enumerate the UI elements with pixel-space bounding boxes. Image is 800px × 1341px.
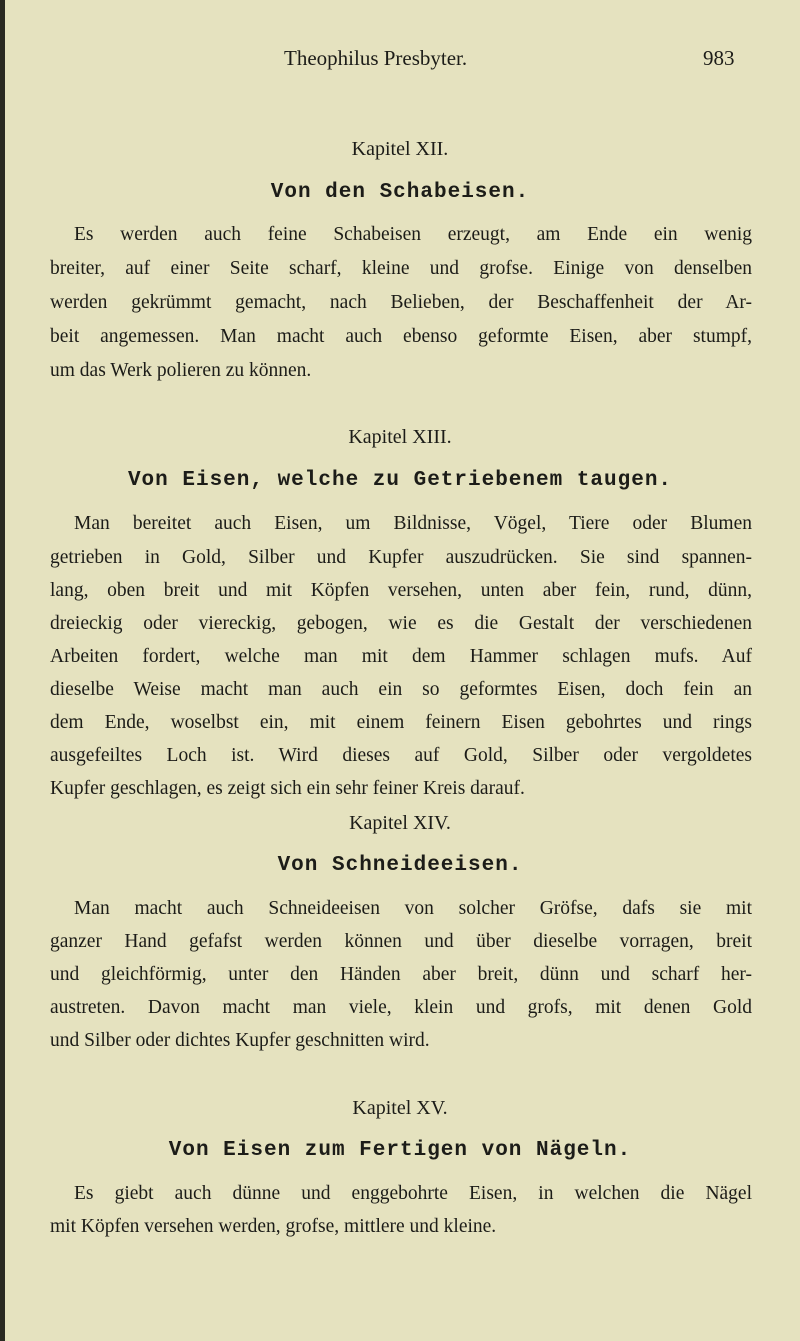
chapter-title: Von Eisen zum Fertigen von Nägeln. [168, 1139, 632, 1162]
text-line: dem Ende, woselbst ein, mit einem feinern Eisen gebohrtes und rings [50, 712, 752, 733]
text-line: austreten. Davon macht man viele, klein und grofs, mit denen Gold [50, 997, 752, 1018]
chapter-number: Kapitel XV. [352, 1097, 448, 1119]
text-line: getrieben in Gold, Silber und Kupfer auszudrücken. Sie sind spannen- [50, 547, 752, 568]
running-title: Theophilus Presbyter. [284, 46, 468, 70]
text-line: Kupfer geschlagen, es zeigt sich ein sehr feiner Kreis darauf. [50, 778, 525, 799]
text-line: Es giebt auch dünne und enggebohrte Eisen, in welchen die Nägel [74, 1183, 752, 1204]
page-number: 983 [703, 46, 735, 70]
text-line: mit Köpfen versehen werden, grofse, mittlere und kleine. [50, 1216, 497, 1237]
text-line: ganzer Hand gefafst werden können und über dieselbe vorragen, breit [50, 931, 752, 952]
text-line: um das Werk polieren zu können. [50, 360, 312, 381]
text-line: Man bereitet auch Eisen, um Bildnisse, Vögel, Tiere oder Blumen [74, 513, 752, 534]
chapter-title: Von den Schabeisen. [270, 181, 530, 204]
text-line: lang, oben breit und mit Köpfen versehen, unten aber fein, rund, dünn, [50, 580, 752, 601]
chapter-title: Von Eisen, welche zu Getriebenem taugen. [127, 469, 673, 492]
text-line: werden gekrümmt gemacht, nach Belieben, der Beschaffenheit der Ar- [50, 292, 752, 313]
chapter-number: Kapitel XIII. [348, 426, 452, 448]
text-line: ausgefeiltes Loch ist. Wird dieses auf Gold, Silber oder vergoldetes [50, 745, 752, 766]
chapter-title: Von Schneideeisen. [277, 854, 523, 877]
text-line: Man macht auch Schneideeisen von solcher Gröfse, dafs sie mit [74, 898, 752, 919]
text-line: dieselbe Weise macht man auch ein so geformtes Eisen, doch fein an [50, 679, 752, 700]
chapter-number: Kapitel XII. [351, 138, 449, 160]
text-line: breiter, auf einer Seite scharf, kleine und grofse. Einige von denselben [50, 258, 752, 279]
text-line: dreieckig oder viereckig, gebogen, wie es die Gestalt der verschiedenen [50, 613, 752, 634]
chapter-number: Kapitel XIV. [349, 812, 451, 834]
text-line: Arbeiten fordert, welche man mit dem Hammer schlagen mufs. Auf [50, 646, 752, 667]
text-line: und gleichförmig, unter den Händen aber breit, dünn und scharf her- [50, 964, 752, 985]
text-line: und Silber oder dichtes Kupfer geschnitten wird. [50, 1030, 430, 1051]
text-line: Es werden auch feine Schabeisen erzeugt, am Ende ein wenig [74, 224, 752, 245]
text-line: beit angemessen. Man macht auch ebenso geformte Eisen, aber stumpf, [50, 326, 752, 347]
